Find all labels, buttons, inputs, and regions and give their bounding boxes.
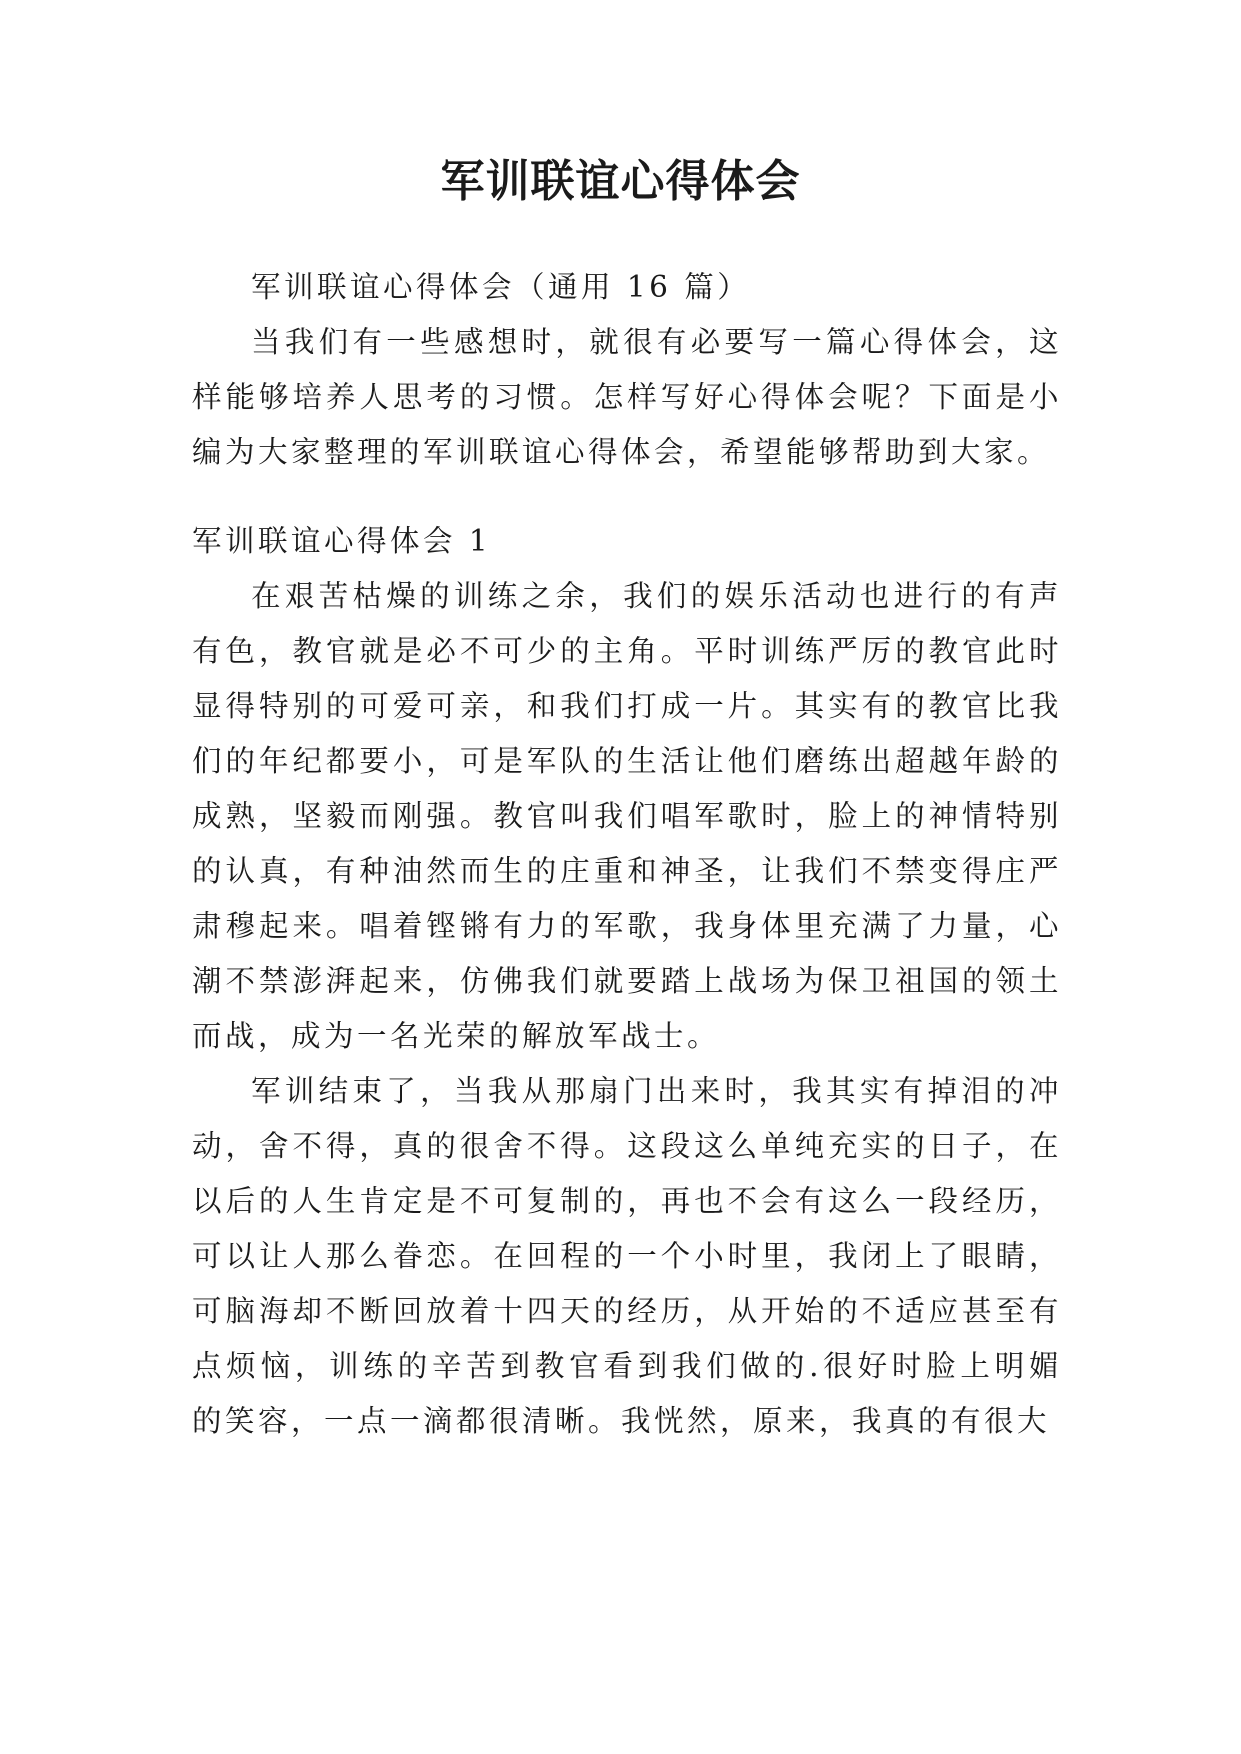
- body-paragraph: 军训结束了，当我从那扇门出来时，我其实有掉泪的冲动，舍不得，真的很舍不得。这段这么单纯充实的日子，在以后的人生肯定是不可复制的，再也不会有这么一段经历，可以让人那么眷恋。在回程的一个小时里，我闭上了眼睛，可脑海却不断回放着十四天的经历，从开始的不适应甚至有点烦恼，训练的辛苦到教官看到我们做的.很好时脸上明媚的笑容，一点一滴都很清晰。我恍然，原来，我真的有很大: [192, 1074, 1062, 1438]
- document-body: [192, 260, 1062, 1449]
- intro-paragraph: 当我们有一些感想时，就很有必要写一篇心得体会，这样能够培养人思考的习惯。怎样写好心得体会呢？下面是小编为大家整理的军训联谊心得体会，希望能够帮助到大家。: [192, 325, 1062, 469]
- section-heading: 军训联谊心得体会 1: [192, 524, 492, 558]
- document-title: 军训联谊心得体会: [440, 156, 801, 207]
- body-paragraph: 在艰苦枯燥的训练之余，我们的娱乐活动也进行的有声有色，教官就是必不可少的主角。平时训练严厉的教官此时显得特别的可爱可亲，和我们打成一片。其实有的教官比我们的年纪都要小，可是军队的生活让他们磨练出超越年龄的成熟，坚毅而刚强。教官叫我们唱军歌时，脸上的神情特别的认真，有种油然而生的庄重和神圣，让我们不禁变得庄严肃穆起来。唱着铿锵有力的军歌，我身体里充满了力量，心潮不禁澎湃起来，仿佛我们就要踏上战场为保卫祖国的领土而战，成为一名光荣的解放军战士。: [192, 579, 1062, 1053]
- document-subtitle: 军训联谊心得体会（通用 16 篇）: [251, 270, 751, 304]
